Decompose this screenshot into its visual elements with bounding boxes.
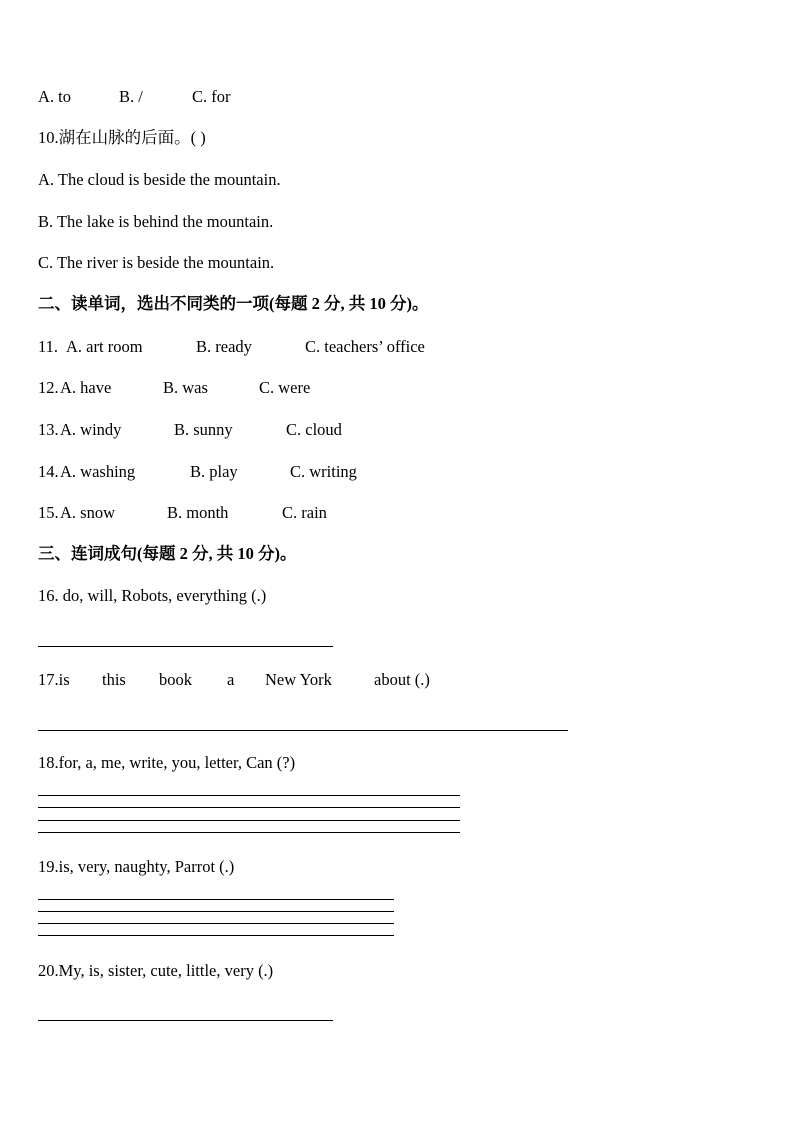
q19-answer-line-2[interactable] <box>38 911 394 912</box>
q14-option-c: C. writing <box>290 462 357 481</box>
q19-answer-line-1[interactable] <box>38 899 394 900</box>
q15-option-b: B. month <box>167 503 229 522</box>
q19-prompt: 19.is, very, naughty, Parrot (.) <box>38 857 235 876</box>
q20-prompt: 20.My, is, sister, cute, little, very (.) <box>38 961 274 980</box>
q11-option-a: A. art room <box>66 337 143 356</box>
q13-option-a: A. windy <box>60 420 122 439</box>
q10-prompt: 10.湖在山脉的后面。( ) <box>38 128 206 147</box>
q12-option-c: C. were <box>259 378 311 397</box>
q14-number: 14. <box>38 462 59 481</box>
q17-number: 17.is <box>38 670 70 689</box>
q11-option-b: B. ready <box>196 337 252 356</box>
q19-answer-line-4[interactable] <box>38 935 394 936</box>
q13-option-c: C. cloud <box>286 420 342 439</box>
q9-option-b: B. / <box>119 87 143 106</box>
q18-answer-line-2[interactable] <box>38 807 460 808</box>
q12-option-b: B. was <box>163 378 208 397</box>
q16-prompt: 16. do, will, Robots, everything (.) <box>38 586 267 605</box>
q9-option-c: C. for <box>192 87 231 106</box>
q17-answer-line[interactable] <box>38 730 568 731</box>
section3-heading: 三、连词成句(每题 2 分, 共 10 分)。 <box>38 544 297 563</box>
q12-number: 12. <box>38 378 59 397</box>
section2-heading: 二、读单词，选出不同类的一项(每题 2 分, 共 10 分)。 <box>38 294 429 313</box>
q18-prompt: 18.for, a, me, write, you, letter, Can (?) <box>38 753 296 772</box>
q17-word-about: about (.) <box>374 670 430 689</box>
q18-answer-line-4[interactable] <box>38 832 460 833</box>
q14-option-b: B. play <box>190 462 238 481</box>
q11-option-c: C. teachers’ office <box>305 337 425 356</box>
q10-option-a: A. The cloud is beside the mountain. <box>38 170 281 189</box>
q10-option-c: C. The river is beside the mountain. <box>38 253 275 272</box>
q15-number: 15. <box>38 503 59 522</box>
q15-option-c: C. rain <box>282 503 327 522</box>
q18-answer-line-3[interactable] <box>38 820 460 821</box>
q17-word-book: book <box>159 670 192 689</box>
q15-option-a: A. snow <box>60 503 116 522</box>
q14-option-a: A. washing <box>60 462 136 481</box>
q13-number: 13. <box>38 420 59 439</box>
q16-answer-line[interactable] <box>38 646 333 647</box>
q20-answer-line[interactable] <box>38 1020 333 1021</box>
q12-option-a: A. have <box>60 378 112 397</box>
q17-word-new-york: New York <box>265 670 332 689</box>
q9-option-a: A. to <box>38 87 71 106</box>
q11-number: 11. <box>38 337 59 356</box>
q18-answer-line-1[interactable] <box>38 795 460 796</box>
q19-answer-line-3[interactable] <box>38 923 394 924</box>
q17-word-a: a <box>227 670 235 689</box>
q13-option-b: B. sunny <box>174 420 233 439</box>
q17-word-this: this <box>102 670 126 689</box>
q10-option-b: B. The lake is behind the mountain. <box>38 212 274 231</box>
